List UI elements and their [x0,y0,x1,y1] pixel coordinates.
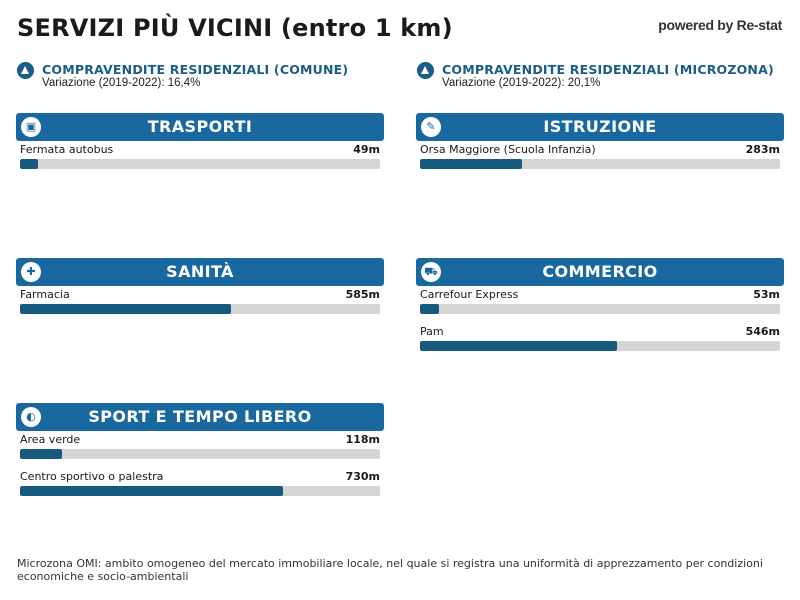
kpi-title: COMPRAVENDITE RESIDENZIALI (MICROZONA) [442,62,774,77]
distance-bar-fill [420,159,522,169]
service-name: Carrefour Express [420,288,519,301]
distance-bar-fill [420,304,439,314]
service-row [19,286,381,323]
service-name: Centro sportivo o palestra [20,470,164,483]
service-name: Area verde [20,433,81,446]
triangle-up-icon [17,62,34,79]
section-title: COMMERCIO [542,262,658,281]
distance-bar [420,341,780,351]
service-row [419,323,781,360]
section-title: ISTRUZIONE [543,117,657,136]
page-title: SERVIZI PIÙ VICINI (entro 1 km) [17,14,453,42]
section-header [16,258,384,286]
section-header [16,403,384,431]
school-icon: ✎ [421,117,441,137]
kpi-subtitle: Variazione (2019-2022): 20,1% [442,77,601,89]
section-header [416,113,784,141]
section-title: SANITÀ [166,262,234,281]
distance-bar [20,304,380,314]
powered-by-label: powered by Re-stat [658,17,782,33]
service-name: Fermata autobus [20,143,114,156]
service-distance: 546m [745,325,780,338]
section-commercio [416,258,784,360]
section-title: SPORT E TEMPO LIBERO [88,407,312,426]
section-trasporti [16,113,384,178]
hospital-icon: ✚ [21,262,41,282]
section-header [16,113,384,141]
service-row [419,286,781,323]
service-distance: 585m [345,288,380,301]
service-distance: 730m [345,470,380,483]
bus-icon: ▣ [21,117,41,137]
shopping-cart-icon: ⛟ [421,262,441,282]
service-row [19,468,381,505]
distance-bar-fill [20,486,283,496]
distance-bar-fill [420,341,617,351]
service-distance: 53m [753,288,780,301]
kpi-title: COMPRAVENDITE RESIDENZIALI (COMUNE) [42,62,349,77]
distance-bar [420,159,780,169]
section-sport [16,403,384,505]
service-name: Orsa Maggiore (Scuola Infanzia) [420,143,596,156]
service-name: Pam [420,325,444,338]
footnote: Microzona OMI: ambito omogeneo del mercato immobiliare locale, nel quale si registra una uniformità di apprezzamento per condizioni economiche e socio-ambientali [17,557,763,583]
distance-bar-fill [20,304,231,314]
service-row [19,431,381,468]
tennis-ball-icon: ◐ [21,407,41,427]
distance-bar-fill [20,159,38,169]
distance-bar [420,304,780,314]
section-sanita [16,258,384,323]
distance-bar [20,159,380,169]
service-distance: 283m [745,143,780,156]
service-distance: 118m [345,433,380,446]
service-row [19,141,381,178]
distance-bar [20,449,380,459]
service-distance: 49m [353,143,380,156]
service-row [419,141,781,178]
distance-bar-fill [20,449,62,459]
distance-bar [20,486,380,496]
section-header [416,258,784,286]
service-name: Farmacia [20,288,70,301]
section-title: TRASPORTI [147,117,253,136]
triangle-up-icon [417,62,434,79]
kpi-subtitle: Variazione (2019-2022): 16,4% [42,77,201,89]
section-istruzione [416,113,784,178]
